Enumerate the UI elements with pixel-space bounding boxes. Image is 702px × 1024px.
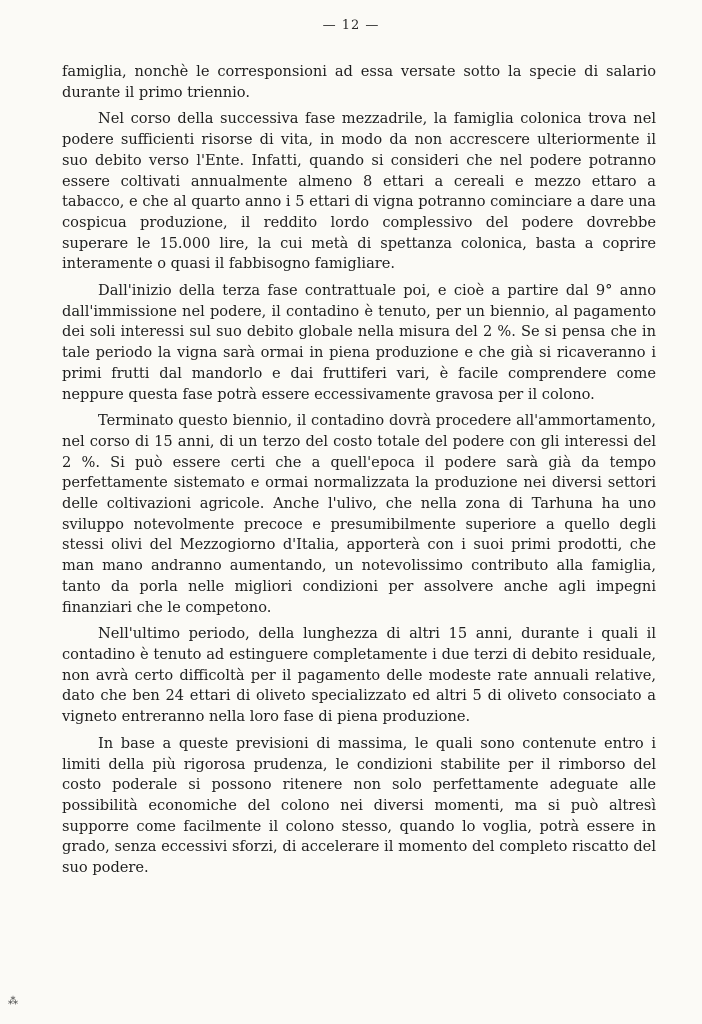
body-text [62, 62, 656, 879]
print-speck-mark: ⁂ [8, 996, 18, 1007]
paragraph-2: Nel corso della successiva fase mezzadrile, la famiglia colonica trova nel podere sufficienti risorse di vita, in modo da non accrescere ulteriormente il suo debito verso l'Ente. Infatti, quando si consideri che nel podere potranno essere coltivati annualmente almeno 8 ettari a cereali e mezzo ettaro a tabacco, e che al quarto anno i 5 ettari di vigna potranno cominciare a dare una cospicua produzione, il reddito lordo complessivo del podere dovrebbe superare le 15.000 lire, la cui metà di spettanza colonica, basta a coprire interamente o quasi il fabbisogno famigliare. [62, 110, 656, 273]
paragraph-4: Terminato questo biennio, il contadino dovrà procedere all'ammortamento, nel corso di 15 anni, di un terzo del costo totale del podere con gli interessi del 2 %. Si può essere certi che a quell'epoca il podere sarà già da tempo perfettamente sistemato e ormai normalizzata la produzione nei diversi settori delle coltivazioni agricole. Anche l'ulivo, che nella zona di Tarhuna ha uno sviluppo notevolmente precoce e presumibilmente superiore a quello degli stessi olivi del Mezzogiorno d'Italia, apporterà con i suoi primi prodotti, che man mano andranno aumentando, un notevolissimo contributo alla famiglia, tanto da porla nelle migliori condizioni per assolvere anche agli impegni finanziari che le competono. [62, 412, 656, 616]
page-number: — 12 — [322, 18, 380, 33]
paragraph-6: In base a queste previsioni di massima, le quali sono contenute entro i limiti della più rigorosa prudenza, le condizioni stabilite per il rimborso del costo poderale si possono ritenere non solo perfettamente adeguate alle possibilità economiche del colono nei diversi momenti, ma si può altresì supporre come facilmente il colono stesso, quando lo voglia, potrà essere in grado, senza eccessivi sforzi, di accelerare il momento del completo riscatto del suo podere. [62, 734, 656, 877]
paragraph-5: Nell'ultimo periodo, della lunghezza di altri 15 anni, durante i quali il contadino è tenuto ad estinguere completamente i due terzi di debito residuale, non avrà certo difficoltà per il pagamento delle modeste rate annuali relative, dato che ben 24 ettari di oliveto specializzato ed altri 5 di oliveto consociato a vigneto entreranno nella loro fase di piena produzione. [62, 625, 656, 726]
paragraph-3: Dall'inizio della terza fase contrattuale poi, e cioè a partire dal 9° anno dall'immissione nel podere, il contadino è tenuto, per un biennio, al pagamento dei soli interessi sul suo debito globale nella misura del 2 %. Se si pensa che in tale periodo la vigna sarà ormai in piena produzione e che già si ricaveranno i primi frutti dal mandorlo e dai fruttiferi vari, è facile comprendere come neppure questa fase potrà essere eccessivamente gravosa per il colono. [62, 282, 656, 403]
paragraph-1: famiglia, nonchè le corresponsioni ad essa versate sotto la specie di salario durante il primo triennio. [62, 63, 656, 101]
